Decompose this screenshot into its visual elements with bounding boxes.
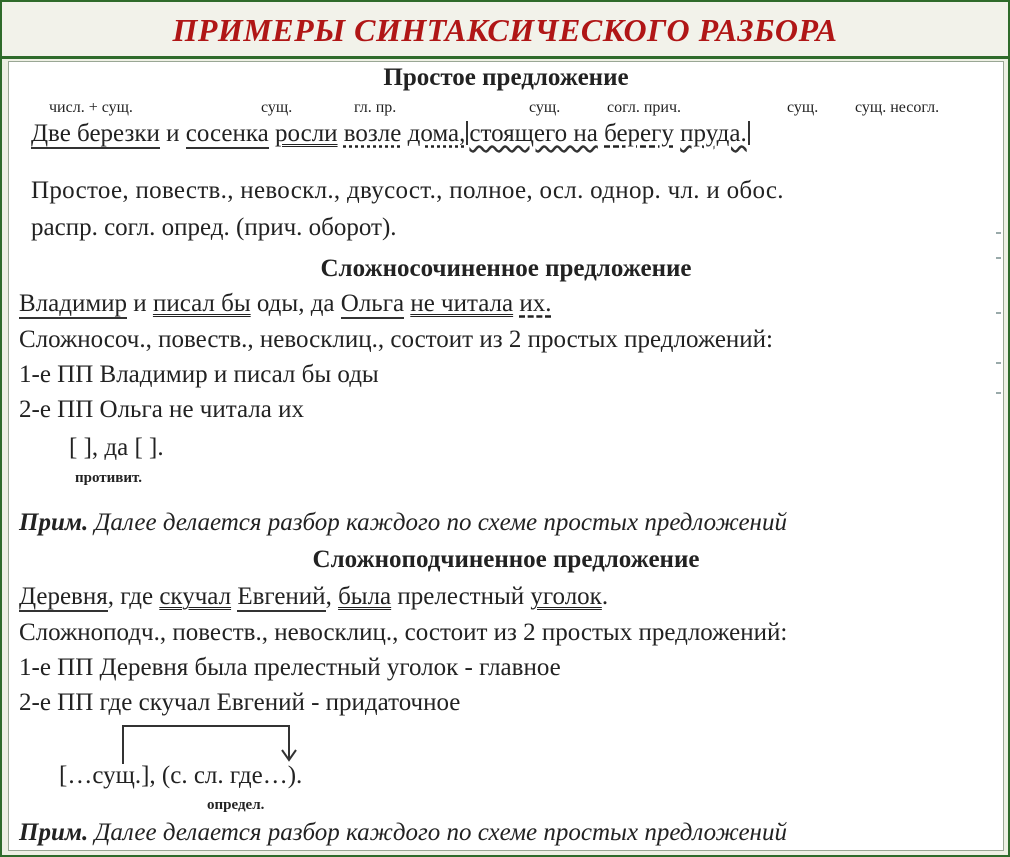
label-noun-3: сущ. — [787, 99, 819, 116]
title-banner — [2, 2, 1008, 59]
complex-scheme: […сущ.], (с. сл. где…). — [59, 762, 303, 789]
label-verb: гл. пр. — [354, 99, 397, 116]
word-participle-phrase: стоящего на — [469, 120, 598, 147]
word-object: берегу — [604, 120, 674, 147]
compound-note-text: Далее делается разбор каждого по схеме простых предложений — [94, 509, 787, 536]
compound-heading: Сложносочиненное предложение — [320, 255, 692, 282]
complex-pp2: 2-е ПП где скучал Евгений - придаточное — [19, 689, 461, 716]
cs-predicate-1: писал бы — [152, 290, 251, 317]
cx-conj: , где — [107, 583, 154, 610]
word-conj: и — [166, 120, 180, 147]
label-noun-uncoord: сущ. несогл. — [855, 99, 940, 116]
label-participle: согл. прич. — [607, 99, 682, 116]
word-subject-1: Две березки — [31, 120, 160, 147]
cx-predicate-2: была — [338, 583, 392, 610]
label-noun-2: сущ. — [529, 99, 561, 116]
complex-scheme-label: определ. — [207, 797, 265, 813]
cx-subject-2: Евгений — [237, 583, 326, 610]
edge-tick — [996, 362, 1001, 364]
simple-heading: Простое предложение — [383, 64, 629, 91]
cx-comma: , — [325, 583, 332, 610]
page-frame — [2, 2, 1008, 855]
compound-scheme-label: противит. — [75, 470, 143, 486]
compound-sentence — [19, 290, 552, 318]
compound-pp1: 1-е ПП Владимир и писал бы оды — [19, 361, 379, 388]
content-sheet — [8, 61, 1004, 851]
cx-predicate-noun: уголок — [530, 583, 602, 610]
word-predicate: росли — [274, 120, 338, 147]
label-num-noun: числ. + сущ. — [49, 99, 133, 116]
cx-predicate-1: скучал — [159, 583, 232, 610]
cs-subject-2: Ольга — [340, 290, 405, 317]
complex-heading: Сложноподчиненное предложение — [312, 546, 700, 573]
simple-desc-2: распр. согл. опред. (прич. оборот). — [31, 214, 397, 241]
compound-desc: Сложносоч., повеств., невосклиц., состоит из 2 простых предложений: — [19, 326, 773, 353]
complex-sentence — [19, 583, 608, 611]
compound-pp2: 2-е ПП Ольга не читала их — [19, 396, 304, 423]
edge-tick — [996, 232, 1001, 234]
word-subject-2: сосенка — [185, 120, 269, 147]
word-attribute: пруда. — [680, 120, 747, 147]
cs-object-2: их. — [519, 290, 552, 317]
compound-scheme: [ ], да [ ]. — [69, 434, 164, 461]
page-title: ПРИМЕРЫ СИНТАКСИЧЕСКОГО РАЗБОРА — [172, 12, 838, 48]
cs-object-1: оды, да — [256, 290, 335, 317]
complex-desc: Сложноподч., повеств., невосклиц., состоит из 2 простых предложений: — [19, 619, 788, 646]
scheme-arrow-icon — [119, 722, 299, 766]
word-circ: дома, — [407, 120, 466, 147]
complex-pp1: 1-е ПП Деревня была прелестный уголок - главное — [19, 654, 561, 681]
right-edge-ticks — [993, 62, 1003, 850]
cs-subject-1: Владимир — [19, 290, 128, 317]
edge-tick — [996, 312, 1001, 314]
complex-note — [19, 819, 787, 847]
word-prep: возле — [343, 120, 402, 147]
compound-note-bold: Прим. — [19, 509, 89, 536]
compound-note — [19, 509, 787, 537]
edge-tick — [996, 392, 1001, 394]
label-noun-1: сущ. — [261, 99, 293, 116]
cx-period: . — [601, 583, 609, 610]
simple-sentence — [31, 120, 751, 148]
cs-conj: и — [133, 290, 147, 317]
complex-note-text: Далее делается разбор каждого по схеме простых предложений — [94, 819, 787, 846]
cs-predicate-2: не читала — [410, 290, 514, 317]
cx-attribute: прелестный — [397, 583, 525, 610]
edge-tick — [996, 257, 1001, 259]
simple-desc-1: Простое, повеств., невоскл., двусост., полное, осл. однор. чл. и обос. — [31, 177, 784, 204]
clause-bar-close — [748, 121, 750, 145]
complex-note-bold: Прим. — [19, 819, 89, 846]
cx-subject-1: Деревня — [19, 583, 108, 610]
